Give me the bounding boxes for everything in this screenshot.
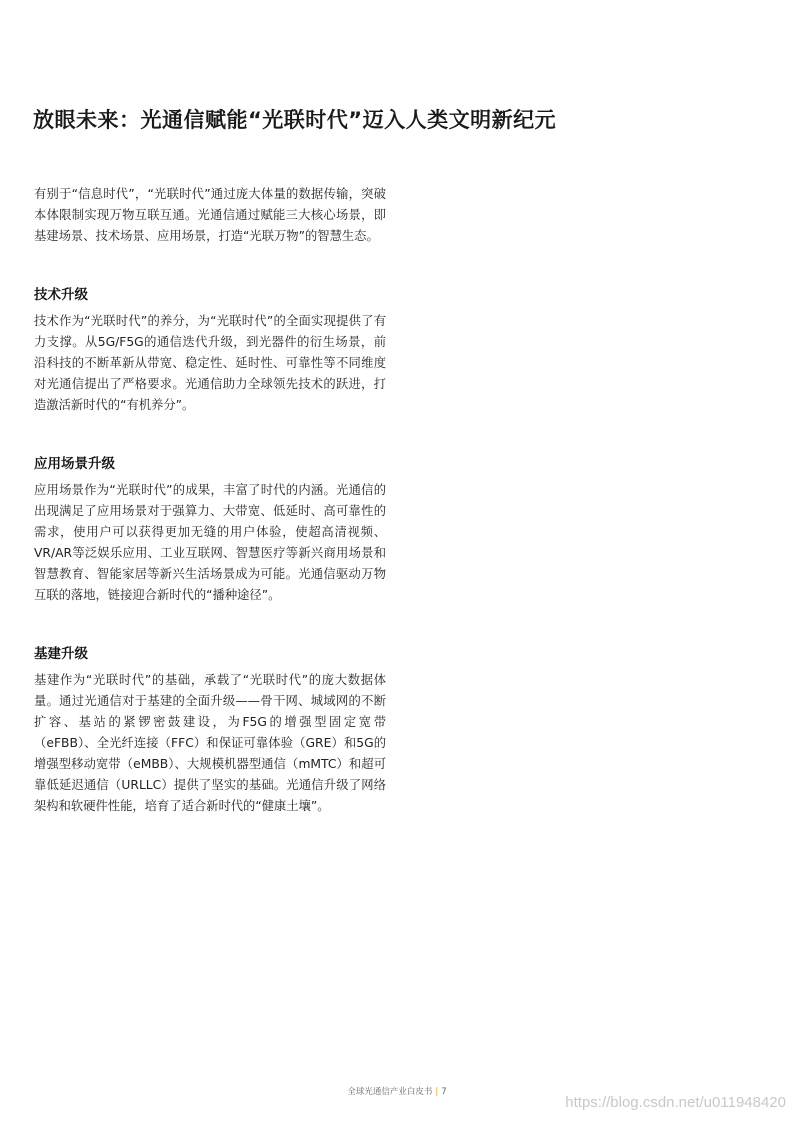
footer-doc-name: 全球光通信产业白皮书 xyxy=(347,1087,433,1097)
section-heading-application: 应用场景升级 xyxy=(34,456,115,472)
footer-separator: | xyxy=(435,1087,439,1097)
footer-page-number: 7 xyxy=(441,1087,447,1097)
page-title: 放眼未来：光通信赋能“光联时代”迈入人类文明新纪元 xyxy=(33,108,557,132)
intro-paragraph: 有别于“信息时代”，“光联时代”通过庞大体量的数据传输，突破本体限制实现万物互联互通。光通信通过赋能三大核心场景，即基建场景、技术场景、应用场景，打造“光联万物”的智慧生态。 xyxy=(34,187,386,243)
section-tech-upgrade xyxy=(34,283,386,416)
section-body-tech: 技术作为“光联时代”的养分，为“光联时代”的全面实现提供了有力支撑。从5G/F5G的通信迭代升级，到光器件的衍生场景，前沿科技的不断革新从带宽、稳定性、延时性、可靠性等不同维度对光通信提出了严格要求。光通信助力全球领先技术的跃进，打造激活新时代的“有机养分”。 xyxy=(34,314,386,412)
section-heading-infrastructure: 基建升级 xyxy=(34,646,88,662)
section-infrastructure-upgrade xyxy=(34,642,386,817)
section-application-upgrade xyxy=(34,452,386,606)
section-body-application: 应用场景作为“光联时代”的成果，丰富了时代的内涵。光通信的出现满足了应用场景对于强算力、大带宽、低延时、高可靠性的需求，使用户可以获得更加无缝的用户体验，使超高清视频、VR/AR等泛娱乐应用、工业互联网、智慧医疗等新兴商用场景和智慧教育、智能家居等新兴生活场景成为可能。光通信驱动万物互联的落地，链接迎合新时代的“播种途径”。 xyxy=(34,483,386,602)
section-body-infrastructure: 基建作为“光联时代”的基础，承载了“光联时代”的庞大数据体量。通过光通信对于基建的全面升级——骨干网、城域网的不断扩容、基站的紧锣密鼓建设，为F5G的增强型固定宽带（eFBB）、全光纤连接（FFC）和保证可靠体验（GRE）和5G的增强型移动宽带（eMBB）、大规模机器型通信（mMTC）和超可靠低延迟通信（URLLC）提供了坚实的基础。光通信升级了网络架构和软硬件性能，培育了适合新时代的“健康土壤”。 xyxy=(34,673,386,813)
watermark-url: https://blog.csdn.net/u011948420 xyxy=(565,1094,786,1111)
article-body xyxy=(34,184,386,817)
section-heading-tech: 技术升级 xyxy=(34,287,88,303)
